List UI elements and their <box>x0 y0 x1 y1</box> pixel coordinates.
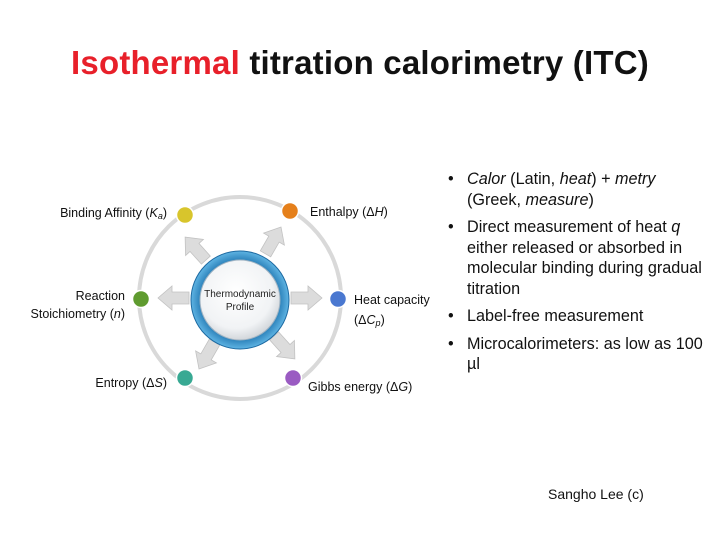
title-highlight: Isothermal <box>71 44 240 81</box>
label-heat-capacity-line1: Heat capacity <box>354 293 430 307</box>
node-entropy <box>177 370 194 387</box>
arrow-left <box>158 286 189 310</box>
bullet-list <box>448 169 710 382</box>
title-rest: titration calorimetry (ITC) <box>249 44 649 81</box>
node-enthalpy <box>282 203 299 220</box>
label-gibbs-energy: Gibbs energy (ΔG) <box>308 380 413 394</box>
center-label-line2: Profile <box>225 302 255 313</box>
bullet-item: • Direct measurement of heat q either released or absorbed in molecular binding during gradual titration <box>448 217 710 299</box>
arrow-right <box>291 286 322 310</box>
arrow-up-right <box>255 221 291 260</box>
bullet-item: • Label-free measurement <box>448 306 710 327</box>
label-reaction-line2: Stoichiometry (n) <box>30 307 125 321</box>
label-enthalpy: Enthalpy (ΔH) <box>310 205 388 219</box>
label-reaction-line1: Reaction <box>75 289 125 303</box>
node-heat-capacity <box>330 291 347 308</box>
node-binding-affinity <box>177 207 194 224</box>
label-entropy: Entropy (ΔS) <box>95 376 167 390</box>
node-gibbs-energy <box>285 370 302 387</box>
label-binding-affinity: Binding Affinity (Ka) <box>60 206 167 221</box>
credit-text: Sangho Lee (c) <box>548 486 644 502</box>
center-label-line1: Thermodynamic <box>204 289 276 300</box>
node-reaction-stoichiometry <box>133 291 150 308</box>
center-hub-inner <box>200 260 280 340</box>
bullet-item: • Microcalorimeters: as low as 100 µl <box>448 334 710 375</box>
label-heat-capacity-line2: (ΔCp) <box>354 313 385 328</box>
bullet-item: • Calor (Latin, heat) + metry (Greek, measure) <box>448 169 710 210</box>
